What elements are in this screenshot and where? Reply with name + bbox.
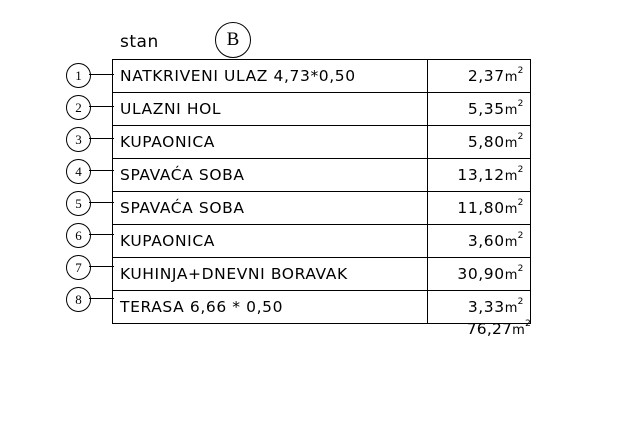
table-row <box>113 192 531 225</box>
room-area <box>428 60 531 93</box>
leader-line <box>89 74 114 75</box>
total-area-value: 76,27 <box>466 320 513 338</box>
room-area <box>428 126 531 159</box>
room-area-value: 3,33 <box>467 298 505 316</box>
room-area <box>428 291 531 324</box>
leader-line <box>89 106 114 107</box>
leader-line <box>89 234 114 235</box>
room-area-value: 30,90 <box>457 265 505 283</box>
bullet-row <box>66 155 114 187</box>
bullet-row <box>66 219 114 251</box>
room-number-7: 7 <box>66 255 91 280</box>
leader-line <box>89 170 114 171</box>
room-area-value: 3,60 <box>467 232 505 250</box>
room-number-2: 2 <box>66 95 91 120</box>
leader-line <box>89 138 114 139</box>
unit-square-meter: m 2 <box>504 132 524 151</box>
room-number-3: 3 <box>66 127 91 152</box>
bullet-row <box>66 283 114 315</box>
unit-square-meter: m 2 <box>512 319 531 338</box>
room-number-6: 6 <box>66 223 91 248</box>
table-row <box>113 258 531 291</box>
bullet-row <box>66 251 114 283</box>
room-number-5: 5 <box>66 191 91 216</box>
room-number-bullets <box>66 59 114 315</box>
room-area <box>428 93 531 126</box>
leader-line <box>89 266 114 267</box>
room-name: TERASA 6,66 * 0,50 <box>113 291 428 324</box>
room-area <box>428 192 531 225</box>
room-name: KUPAONICA <box>113 126 428 159</box>
room-schedule-table <box>112 59 531 324</box>
table-row <box>113 159 531 192</box>
table-header-zone <box>110 22 530 58</box>
table-row <box>113 60 531 93</box>
bullet-row <box>66 123 114 155</box>
room-area-value: 5,80 <box>467 133 505 151</box>
room-name: SPAVAĆA SOBA <box>113 192 428 225</box>
room-number-1: 1 <box>66 63 91 88</box>
room-area-value: 2,37 <box>467 67 505 85</box>
room-area-value: 13,12 <box>457 166 505 184</box>
unit-square-meter: m 2 <box>504 99 524 118</box>
leader-line <box>89 298 114 299</box>
room-area-value: 11,80 <box>457 199 505 217</box>
bullet-row <box>66 59 114 91</box>
table-row <box>113 93 531 126</box>
room-name: KUHINJA+DNEVNI BORAVAK <box>113 258 428 291</box>
unit-square-meter: m 2 <box>504 66 524 85</box>
room-area <box>428 159 531 192</box>
table-row <box>113 291 531 324</box>
unit-square-meter: m 2 <box>504 231 524 250</box>
leader-line <box>89 202 114 203</box>
unit-square-meter: m 2 <box>504 264 524 283</box>
table-row <box>113 126 531 159</box>
room-name: ULAZNI HOL <box>113 93 428 126</box>
room-area <box>428 258 531 291</box>
bullet-row <box>66 91 114 123</box>
room-number-8: 8 <box>66 287 91 312</box>
zone-letter-badge: B <box>215 22 251 58</box>
room-area <box>428 225 531 258</box>
bullet-row <box>66 187 114 219</box>
total-area <box>420 320 530 338</box>
unit-square-meter: m 2 <box>504 165 524 184</box>
unit-square-meter: m 2 <box>504 297 524 316</box>
unit-square-meter: m 2 <box>504 198 524 217</box>
room-area-value: 5,35 <box>467 100 505 118</box>
apartment-label: stan <box>120 32 159 52</box>
room-name: NATKRIVENI ULAZ 4,73*0,50 <box>113 60 428 93</box>
room-name: SPAVAĆA SOBA <box>113 159 428 192</box>
table-row <box>113 225 531 258</box>
room-number-4: 4 <box>66 159 91 184</box>
room-name: KUPAONICA <box>113 225 428 258</box>
